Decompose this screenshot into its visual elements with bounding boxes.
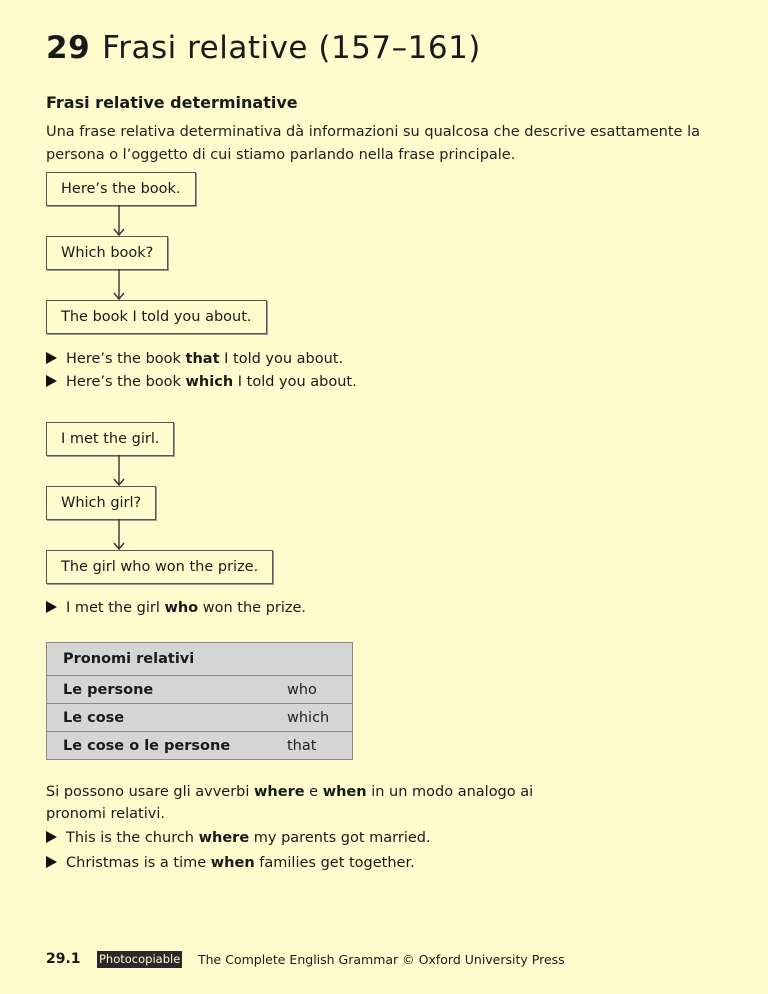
table-heading: Pronomi relativi [47,643,353,676]
flow1-box-2: Which book? [46,236,168,270]
example-bullet: This is the church where my parents got married. [46,828,431,848]
example-bullet: Here’s the book which I told you about. [46,372,357,392]
flow2-connector-2 [112,519,126,551]
page-title [46,30,481,66]
flow1-connector-1 [112,205,126,237]
arrow-bullet-icon [46,601,57,613]
arrow-bullet-icon [46,856,57,868]
flow1-connector-2 [112,269,126,301]
intro-text: Una frase relativa determinativa dà informazioni su qualcosa che descrive esattamente la persona o l’oggetto di cui stiamo parlando nella frase principale. [46,124,700,163]
arrow-bullet-icon [46,352,57,364]
flow2-box-2: Which girl? [46,486,156,520]
relative-pronouns-table [46,642,353,760]
arrow-bullet-icon [46,375,57,387]
unit-number: 29 [46,30,91,66]
photocopiable-badge: Photocopiable [99,952,181,966]
unit-title: Frasi relative (157–161) [102,30,481,66]
example-bullet: Christmas is a time when families get together. [46,853,415,873]
flow2-connector-1 [112,455,126,487]
table-row: Le cose o le persone that [47,732,353,760]
arrow-bullet-icon [46,831,57,843]
table-row: Le cose which [47,704,353,732]
adverbs-paragraph: Si possono usare gli avverbi where e when in un modo analogo ai pronomi relativi. [46,784,534,822]
table-row: Le persone who [47,676,353,704]
example-bullet: Here’s the book that I told you about. [46,349,343,369]
section-heading: Frasi relative determinative [46,93,298,112]
flow2-box-1: I met the girl. [46,422,174,456]
page-number: 29.1 [46,951,81,967]
example-bullet: I met the girl who won the prize. [46,598,306,618]
flow1-box-1: Here’s the book. [46,172,196,206]
copyright-text: The Complete English Grammar © Oxford University Press [198,952,565,967]
flow1-box-3: The book I told you about. [46,300,267,334]
flow2-box-3: The girl who won the prize. [46,550,273,584]
